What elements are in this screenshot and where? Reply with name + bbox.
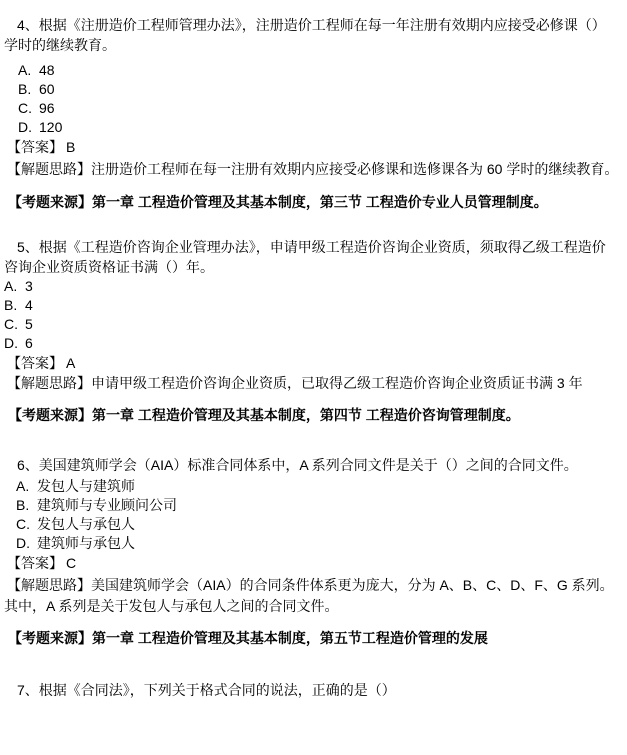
- question-block-6: [4, 455, 621, 648]
- option-label: A.: [4, 278, 18, 294]
- option-text: 发包人与建筑师: [37, 478, 135, 494]
- option-b: [4, 496, 621, 515]
- option-b: [4, 296, 621, 315]
- analysis-text: 美国建筑师学会（AIA）的合同条件体系更为庞大，分为 A、B、C、D、F、G 系列。: [91, 577, 614, 593]
- source-text: 第一章 工程造价管理及其基本制度，第五节工程造价管理的发展: [92, 630, 488, 646]
- question-stem-continuation: 学时的继续教育。: [4, 37, 116, 53]
- option-a: [4, 61, 621, 80]
- option-text: 3: [25, 278, 33, 294]
- analysis-line: [4, 575, 621, 596]
- answer-line: [4, 137, 621, 157]
- option-list: [4, 477, 621, 553]
- option-label: B.: [16, 497, 30, 513]
- source-text: 第一章 工程造价管理及其基本制度，第四节 工程造价咨询管理制度。: [92, 407, 520, 423]
- analysis-label: 【解题思路】: [7, 375, 91, 391]
- question-block-4: [4, 15, 621, 212]
- option-text: 5: [25, 316, 33, 332]
- answer-value: C: [66, 555, 77, 571]
- analysis-line: [4, 373, 621, 393]
- question-stem: 6、美国建筑师学会（AIA）标准合同体系中，A 系列合同文件是关于（）之间的合同文件。: [17, 457, 578, 473]
- analysis-block: [4, 575, 621, 617]
- analysis-text: 注册造价工程师在每一注册有效期内应接受必修课和选修课各为 60 学时的继续教育。: [91, 161, 619, 177]
- source-label: 【考题来源】: [8, 407, 92, 423]
- option-b: [4, 80, 621, 99]
- option-text: 120: [39, 119, 63, 135]
- source-label: 【考题来源】: [8, 194, 92, 210]
- option-c: [4, 515, 621, 534]
- analysis-text: 申请甲级工程造价咨询企业资质，已取得乙级工程造价咨询企业资质证书满 3 年: [91, 375, 583, 391]
- option-text: 4: [25, 297, 33, 313]
- question-stem: 4、根据《注册造价工程师管理办法》，注册造价工程师在每一年注册有效期内应接受必修课（）: [17, 17, 606, 33]
- option-label: C.: [16, 516, 30, 532]
- question-block-7: [4, 680, 621, 700]
- answer-label: 【答案】: [7, 555, 63, 571]
- analysis-block: [4, 373, 621, 393]
- question-stem: 5、根据《工程造价咨询企业管理办法》，申请甲级工程造价咨询企业资质，须取得乙级工程造价: [17, 239, 606, 255]
- answer-line: [4, 553, 621, 573]
- option-text: 6: [25, 335, 33, 351]
- question-stem-continuation: 咨询企业资质资格证书满（）年。: [4, 259, 214, 275]
- option-text: 96: [39, 100, 55, 116]
- source-line: [4, 192, 621, 212]
- option-label: A.: [16, 478, 30, 494]
- analysis-block: [4, 159, 621, 179]
- source-text: 第一章 工程造价管理及其基本制度，第三节 工程造价专业人员管理制度。: [92, 194, 548, 210]
- question-stem: 7、根据《合同法》，下列关于格式合同的说法，正确的是（）: [17, 682, 396, 698]
- option-d: [4, 118, 621, 137]
- option-label: C.: [4, 316, 18, 332]
- answer-value: B: [66, 139, 76, 155]
- option-c: [4, 99, 621, 118]
- answer-label: 【答案】: [7, 139, 63, 155]
- answer-label: 【答案】: [7, 355, 63, 371]
- analysis-label: 【解题思路】: [7, 161, 91, 177]
- option-label: A.: [18, 62, 32, 78]
- analysis-line: [4, 159, 621, 179]
- option-a: [4, 477, 621, 496]
- option-text: 发包人与承包人: [37, 516, 135, 532]
- option-d: [4, 534, 621, 553]
- option-label: B.: [18, 81, 32, 97]
- option-label: B.: [4, 297, 18, 313]
- source-line: [4, 628, 621, 648]
- option-d: [4, 334, 621, 353]
- option-text: 建筑师与承包人: [37, 535, 135, 551]
- option-list: [4, 277, 621, 353]
- option-c: [4, 315, 621, 334]
- answer-line: [4, 353, 621, 373]
- source-line: [4, 405, 621, 425]
- option-label: D.: [18, 119, 32, 135]
- option-text: 60: [39, 81, 55, 97]
- option-list: [4, 61, 621, 137]
- option-a: [4, 277, 621, 296]
- question-block-5: [4, 237, 621, 425]
- option-label: C.: [18, 100, 32, 116]
- option-label: D.: [4, 335, 18, 351]
- option-text: 48: [39, 62, 55, 78]
- option-label: D.: [16, 535, 30, 551]
- source-label: 【考题来源】: [8, 630, 92, 646]
- option-text: 建筑师与专业顾问公司: [37, 497, 177, 513]
- analysis-continuation: 其中，A 系列是关于发包人与承包人之间的合同文件。: [4, 598, 339, 614]
- analysis-label: 【解题思路】: [7, 577, 91, 593]
- answer-value: A: [66, 355, 76, 371]
